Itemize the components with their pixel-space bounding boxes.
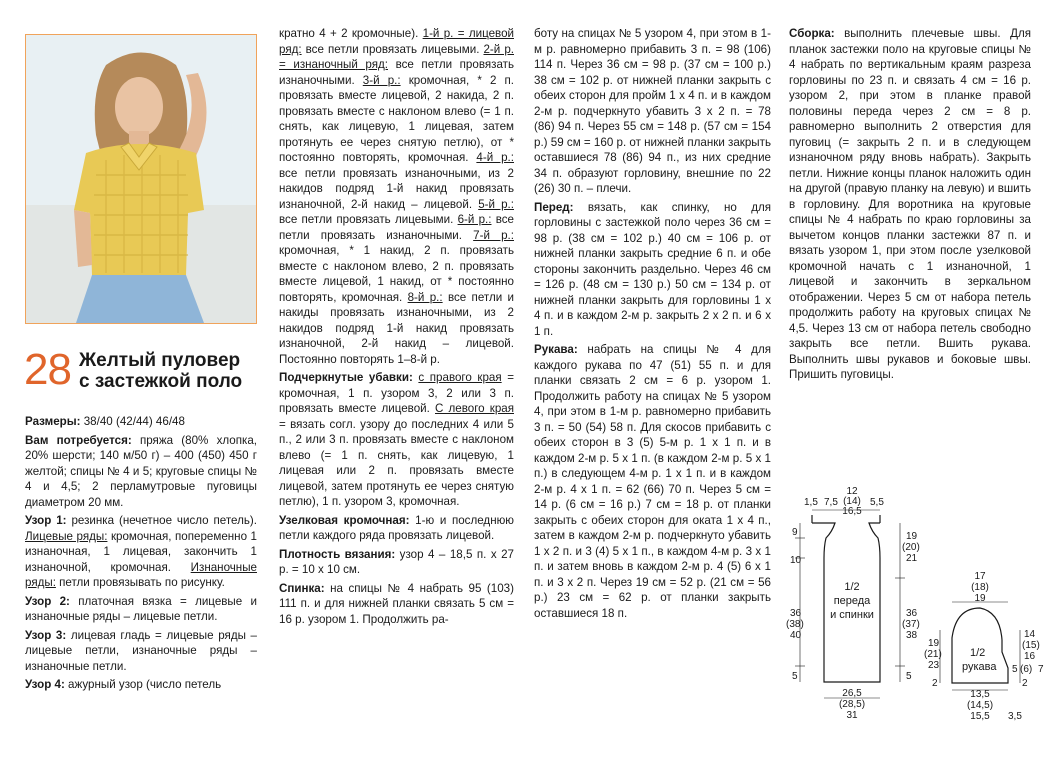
pattern-2-text: платочная вязка = лицевые и изнаночные ряды – лицевые петли.	[25, 594, 257, 623]
dim-label: 10	[790, 555, 802, 566]
pattern-1-text: резинка (нечетное число петель).	[66, 514, 257, 527]
dim-label: 7	[1038, 664, 1044, 675]
dim-label: 5,5	[870, 497, 884, 508]
pattern-title-line-2: с застежкой поло	[79, 371, 243, 392]
dim-label: (15)	[1022, 640, 1040, 651]
pattern-4-rows	[279, 26, 514, 367]
row-4-label: 4-й р.:	[476, 151, 514, 164]
gauge-text: узор 4 – 18,5 п. x 27 р. = 10 x 10 см.	[279, 547, 514, 576]
dim-label: 19	[906, 531, 918, 542]
dim-label: 16	[1024, 651, 1036, 662]
column-2	[279, 26, 514, 630]
dim-label: 40	[790, 630, 802, 641]
pattern-1-label: Узор 1:	[25, 514, 67, 527]
model-illustration	[26, 35, 256, 323]
dim-label: 2	[932, 678, 938, 689]
dim-label: (18)	[971, 582, 989, 593]
dim-label: 16,5	[842, 506, 862, 517]
pattern-3-text: лицевая гладь = лицевые ряды – лицевые петли, изнаночные ряды – изнаночные петли.	[25, 628, 257, 673]
sleeves-text: набрать на спицы № 4 для каждого рукава по 47 (51) 55 п. и для планки связать 2 см = 6 р. узором 1. Продолжить работу на спицах № 5 узором 4, при этом в 1-м р. равномерно прибавить 3 п. = 50 (54) 58 п. Для скосов прибавить с обеих сторон в 3 (5) 5-м р. 1 x 1 п. и в каждом 2-м р. 5 x 1 п. (в каждом 2-м р. 5 x 1 п.) в следующем 4-м р. 1 x 1 п. и в каждом 2-м р. 4 x 1 п. = 62 (66) 70 п. Через 5 см = 14 р. (6 см = 16 р.) 7 см = 18 р. от планки закрыть с обеих сторон для оката 1 x 4 п., затем в каждом 2-м р. подчеркнуто убавить 1 x 2 п. и 3 (4) 5 x 1 п., в каждом 4-м р. 3 x 1 п. и затем вновь в каждом 2-м р. 4 (5) 6 x 1 п. и 3 x 2 п. Через 19 см = 52 р. (21 см = 56 р.) 23 см = 62 р. от планки закрыть оставшиеся 18 п.	[534, 343, 771, 620]
row-3-label: 3-й р.:	[362, 73, 401, 87]
right-edge-label: с правого края	[418, 371, 502, 384]
pattern-2-paragraph	[25, 594, 257, 625]
pattern-1-text: петли провязывать по рисунку.	[55, 576, 225, 589]
body-label-1: 1/2	[844, 581, 860, 593]
row-6-label: 6-й р.:	[457, 213, 492, 226]
sleeve-label-2: рукава	[962, 661, 997, 673]
dim-label: 5	[1012, 664, 1018, 675]
pattern-title	[79, 350, 242, 392]
dim-label: 19	[974, 593, 986, 604]
sizes-label: Размеры:	[25, 415, 81, 428]
dim-label: 2	[1022, 678, 1028, 689]
text-run: все петли провязать изнаночными, из 2 накидов подряд 1-й накид провязать изнаночной, 2-й накид – лицевой.	[279, 166, 514, 211]
dim-label: 3,5	[1008, 711, 1022, 722]
edge-stitch-label: Узелковая кромочная:	[279, 513, 410, 527]
dim-label: 7,5	[824, 497, 838, 508]
text-run: все петли провязать изнаночными.	[279, 58, 514, 87]
text-run: все петли провязать лицевыми.	[279, 213, 458, 226]
sleeves-label: Рукава:	[534, 343, 578, 356]
pattern-3-label: Узор 3:	[25, 628, 67, 642]
edge-stitch-paragraph	[279, 513, 514, 544]
back-continued-paragraph: боту на спицах № 5 узором 4, при этом в 1-м р. равномерно прибавить 3 п. = 98 (106) 114 п. Через 36 см = 98 р. (37 см = 100 р.) 38 см = 102 р. от нижней планки закрыть с обеих сторон для пройм 1 x 4 п. и в каждом 2-м р. подчеркнуто убавить 3 x 2 п. = 78 (86) 94 п. Через 55 см = 148 р. (57 см = 154 р.) 59 см = 160 р. от нижней планки закрыть оставшиеся 78 (86) 94 п., из них средние 34 п. образуют горловину, внешние по 22 (26) 30 п. – плечи.	[534, 27, 771, 195]
pattern-1-back-rows: Изнаночные ряды:	[25, 560, 257, 589]
text-run: все петли провязать изнаночными.	[279, 213, 514, 242]
sleeve-label-1: 1/2	[970, 647, 986, 659]
edge-stitch-text: 1-ю и последнюю петли каждого ряда провязать лицевой.	[279, 513, 514, 542]
pattern-3-paragraph	[25, 628, 257, 675]
model-photo	[25, 34, 257, 324]
text-run: кромочная, * 1 накид, 2 п. провязать вместе с наклоном влево, 2 п. провязать вместе лицевой, 1 накид, от * постоянно повторять, кромочная.	[279, 244, 514, 304]
pattern-4-paragraph	[25, 677, 257, 693]
gauge-label: Плотность вязания:	[279, 547, 396, 561]
pattern-1-text: кромочная, попеременно 1 изнаночная, 1 лицевая, закончить 1 изнаночной, кромочная.	[25, 529, 258, 574]
dim-label: 15,5	[970, 711, 990, 722]
dim-label: 36	[906, 608, 918, 619]
text-run: = вязать согл. узору до последних 4 или 5 п., 2 или 3 п. провязать вместе с наклоном влево (= 1 п. снять, как лицевую, 1 лицевая или 2 п. провязать вместе лицевой, затем протянуть ее через снятую петлю), 1 п. узором 3, кромочная.	[279, 417, 514, 508]
dim-label: 12	[846, 486, 858, 497]
row-5-label: 5-й р.:	[478, 197, 514, 211]
dim-label: 19	[928, 638, 940, 649]
dim-label: 9	[792, 527, 798, 538]
back-text: на спицы № 4 набрать 95 (103) 111 п. и для нижней планки связать 5 см = 16 р. узором 1. Продолжить ра-	[279, 581, 514, 626]
column-1	[25, 414, 257, 696]
pattern-4-text: ажурный узор (число петель	[64, 678, 222, 691]
column-3	[534, 26, 771, 624]
materials-paragraph	[25, 433, 257, 511]
text-run: все петли и накиды провязать изнаночными, из 2 накидов подряд 1-й накид провязать изнаночной, 2-й накид – лицевой. Постоянно повторять 1–8-й р.	[279, 290, 514, 366]
dim-label: (6)	[1020, 664, 1033, 675]
dim-label: (38)	[786, 619, 804, 630]
dim-label: 5	[906, 671, 912, 682]
body-label-3: и спинки	[830, 609, 874, 621]
text-run: кромочная, * 2 п. провязать вместе лицевой, 2 накида, 2 п. провязать вместе с наклоном влево (= 1 п. снять, как лицевую, 1 лицевая, затем протянуть ее через снятую петлю), от * постоянно повторять, кромочная.	[279, 73, 515, 164]
dim-label: (20)	[902, 542, 920, 553]
dim-label: 5	[792, 671, 798, 682]
pattern-4-label: Узор 4:	[25, 678, 65, 691]
sizes-paragraph	[25, 414, 257, 430]
pattern-title-line-1: Желтый пуловер	[79, 350, 241, 371]
text-run: все петли провязать лицевыми.	[301, 42, 484, 56]
row-8-label: 8-й р.:	[407, 290, 443, 304]
decreases-paragraph	[279, 370, 514, 510]
row-7-label: 7-й р.:	[473, 228, 514, 242]
materials-label: Вам потребуется:	[25, 433, 132, 447]
sizes-text: 38/40 (42/44) 46/48	[80, 415, 185, 428]
assembly-label: Сборка:	[789, 27, 835, 40]
front-text: вязать, как спинку, но для горловины с застежкой поло через 36 см = 98 р. (38 см = 102 р.) 40 см = 106 р. от нижней планки закрыть средние 6 п. и обе стороны закончить раздельно. Через 46 см = 126 р. (48 см = 130 р.) 50 см = 134 р. от нижней планки закрыть для горловины 1 x 4 п. и в каждом 2-м р. закрыть 2 x 2 п. и 6 x 1 п.	[534, 200, 771, 338]
gauge-paragraph	[279, 547, 514, 578]
body-label-2: переда	[833, 595, 871, 607]
dim-label: (14)	[843, 496, 861, 507]
column-4	[789, 26, 1031, 386]
materials-text: пряжа (80% хлопка, 20% шерсти; 140 м/50 г) – 400 (450) 450 г желтой; спицы № 4 и 5; круговые спицы № 4 и 4,5; 2 перламутровые пуговицы диаметром 20 мм.	[25, 433, 257, 509]
text-run: = кромочная, 1 п. узором 3, 2 или 3 п. провязать вместе лицевой.	[279, 371, 514, 415]
front-paragraph	[534, 200, 771, 340]
dim-label: (28,5)	[838, 699, 866, 710]
dim-label: 13,5	[970, 689, 990, 700]
back-label: Спинка:	[279, 581, 325, 595]
assembly-text: выполнить плечевые швы. Для планок застежки поло на круговые спицы № 4 набрать по вертикальным краям разреза горловины по 23 п. и связать 4 см = 16 р. узором 2, при этом в планке правой половины переда через 2 см = 8 р. равномерно выполнить 2 отверстия для пуговиц (= закрыть 2 п. и в следующем изнаночном ряду вновь набрать). Закрыть петли. Нижние концы планок наложить один на другой (правую планку на левую) и вшить в горловину. Для воротника на круговые спицы № 4 набрать по краю горловины за вычетом концов планки застежки 87 п. и вязать узором 1, при этом после узелковой кромочной начать с 1 изнаночной, 1 лицевой и закончить в зеркальном отображении. Через 5 см от набора петель продолжить работу на круговых спицах № 4,5. Через 13 см от набора петель свободно закрыть все петли. Вшить рукава. Выполнить швы рукавов и боковые швы. Пришить пуговицы.	[789, 27, 1031, 381]
decreases-label: Подчеркнутые убавки:	[279, 371, 413, 384]
text-run: кратно 4 + 2 кромочные).	[279, 27, 423, 40]
sleeves-paragraph	[534, 342, 771, 621]
pattern-2-label: Узор 2:	[25, 594, 70, 608]
front-label: Перед:	[534, 200, 574, 214]
dim-label: 1,5	[804, 497, 818, 508]
dim-label: 38	[906, 630, 918, 641]
dim-label: 36	[790, 608, 802, 619]
dim-label: 31	[846, 710, 858, 721]
pattern-1-paragraph	[25, 513, 257, 591]
pattern-number: 28	[24, 345, 71, 394]
dim-label: (21)	[924, 649, 942, 660]
dim-label: 26,5	[842, 688, 862, 699]
pattern-1-front-rows: Лицевые ряды:	[25, 529, 108, 543]
dim-label: 14	[1024, 629, 1036, 640]
dim-label: 21	[906, 553, 918, 564]
row-1-label: 1-й р. = лицевой ряд:	[279, 27, 514, 56]
pattern-schematic	[780, 480, 1050, 725]
assembly-paragraph	[789, 26, 1031, 383]
dim-label: 17	[974, 571, 986, 582]
dim-label: (14,5)	[966, 700, 994, 711]
left-edge-label: С левого края	[435, 402, 514, 415]
row-2-label: 2-й р. = изнаночный ряд:	[279, 42, 514, 71]
dim-label: (37)	[902, 619, 920, 630]
dim-label: 23	[928, 660, 940, 671]
back-paragraph	[279, 581, 514, 628]
